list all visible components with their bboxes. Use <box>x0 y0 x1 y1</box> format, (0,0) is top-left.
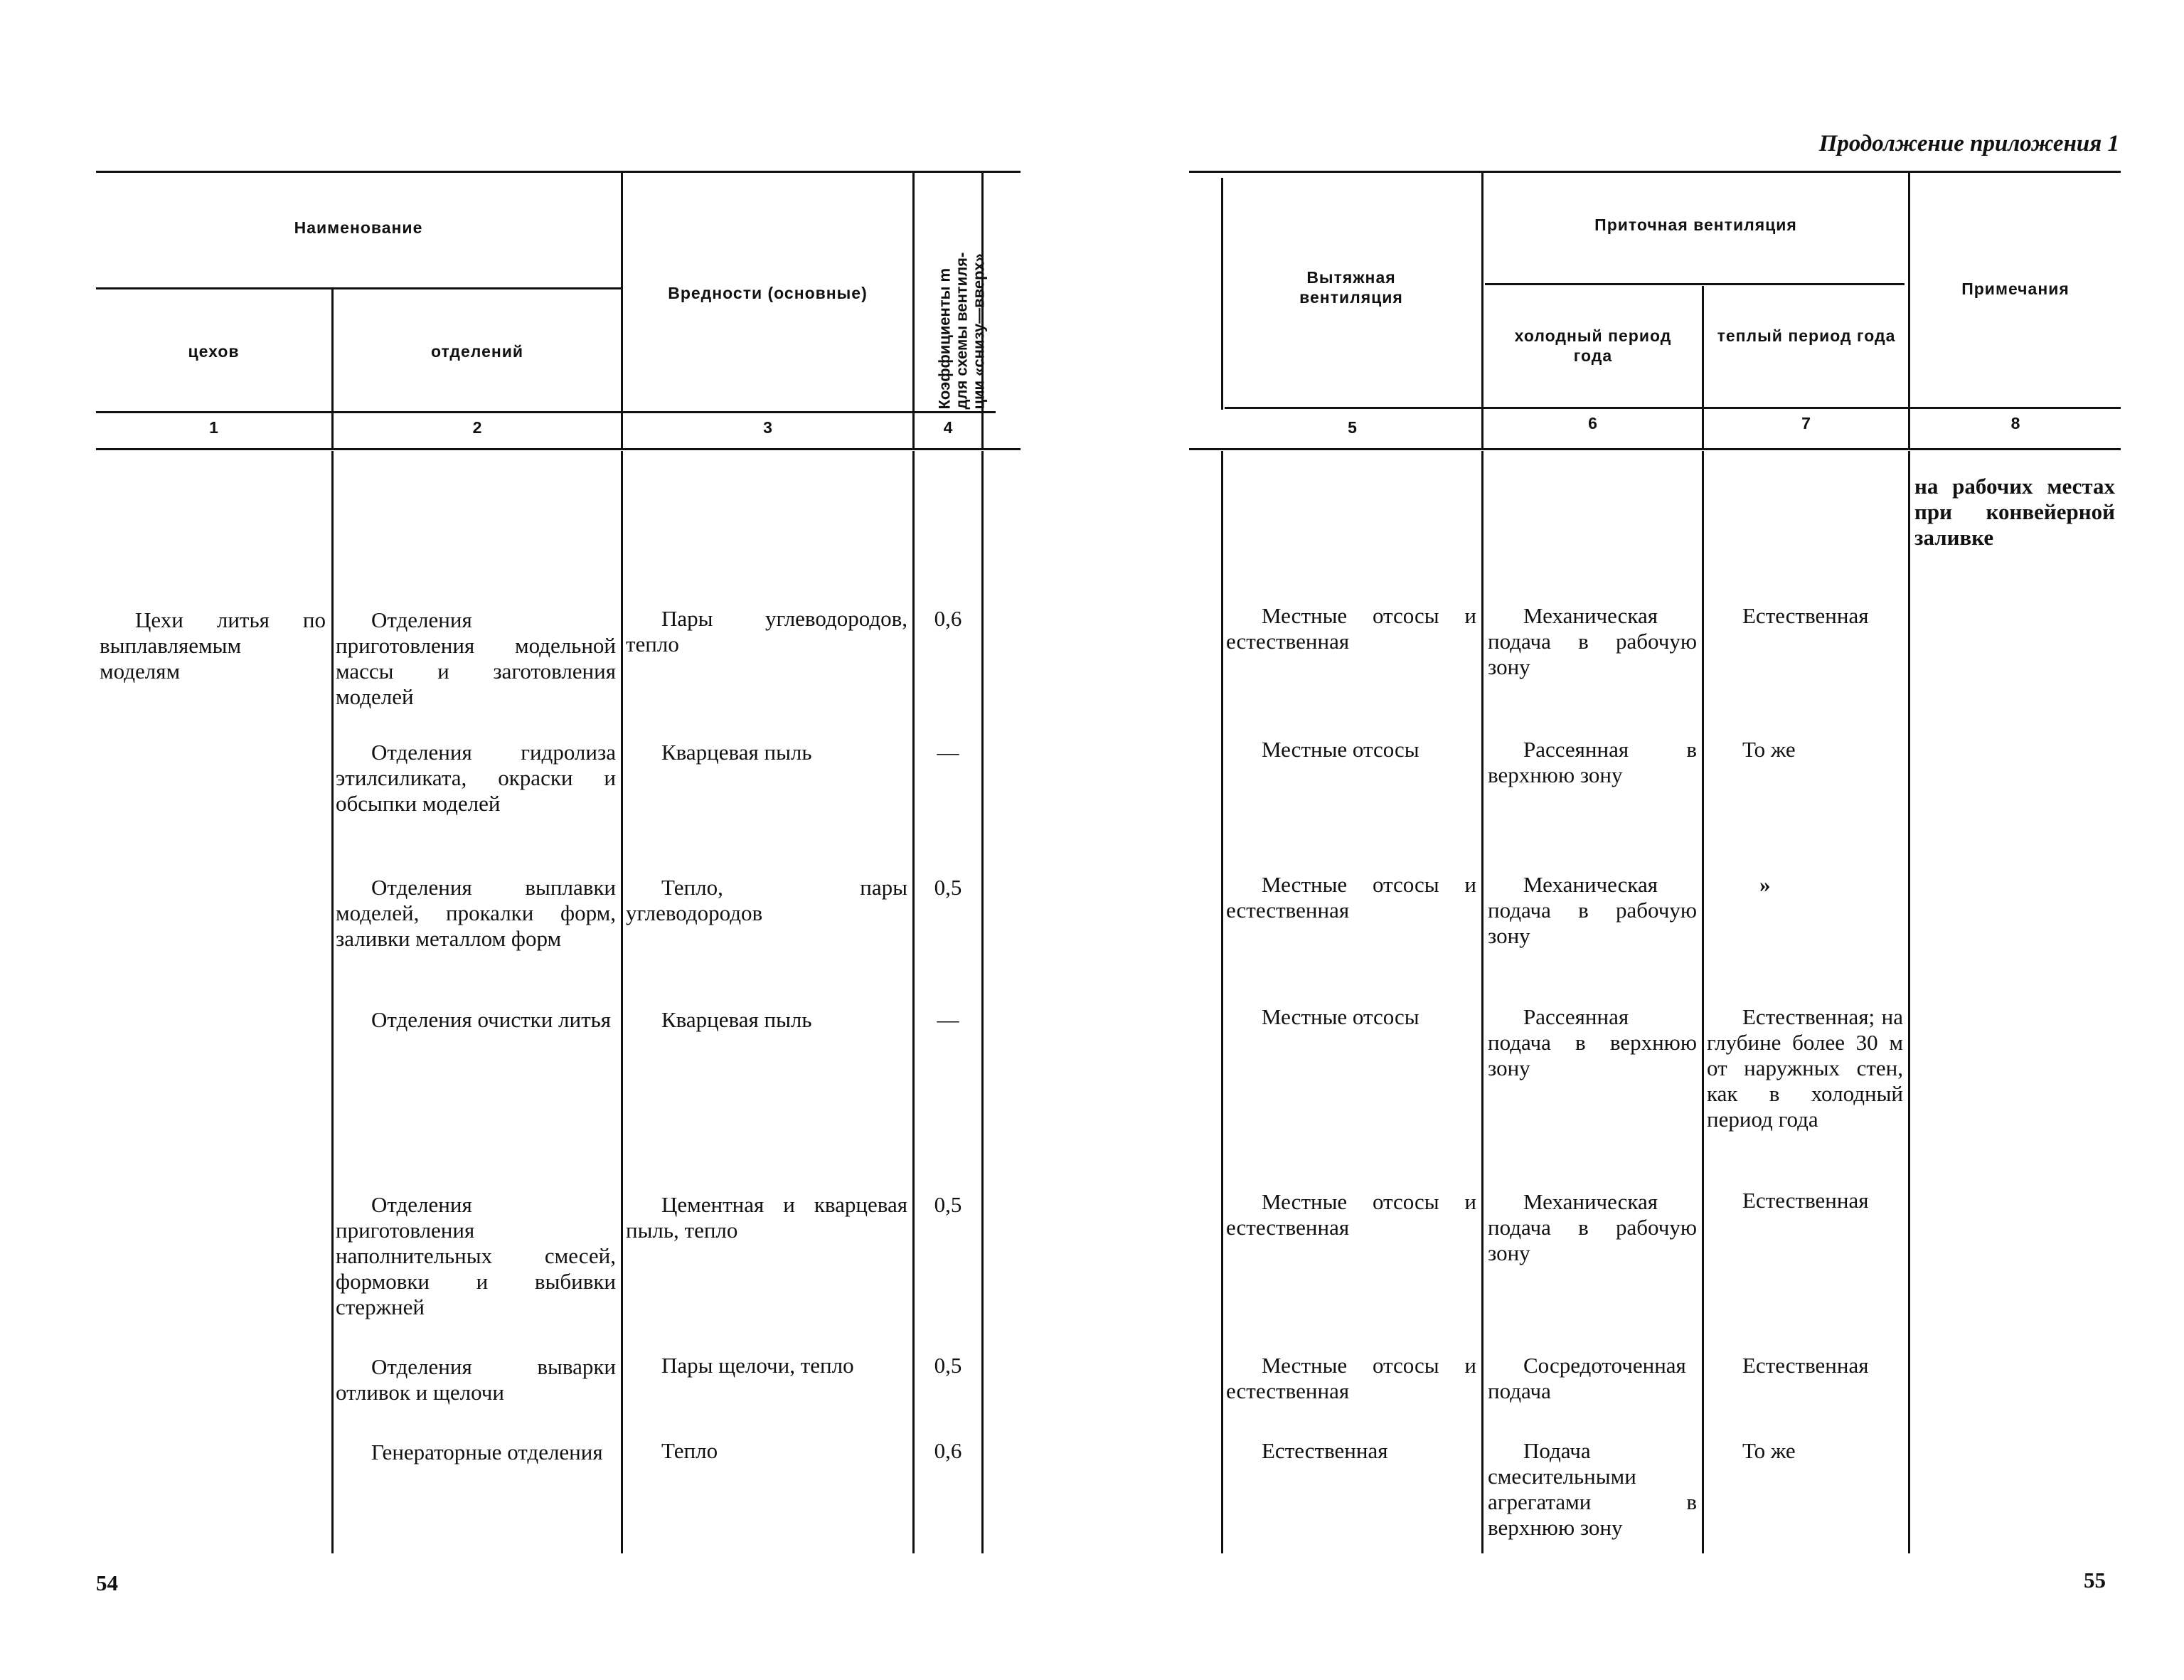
col-num-6: 6 <box>1588 414 1597 432</box>
coef-row-1: 0,6 <box>934 606 962 631</box>
exhaust-row-2: Местные отсосы <box>1262 737 1419 762</box>
department-row-3: Отделения выплавки моделей, прокалки форм, заливки металлом форм <box>336 875 616 951</box>
col-divider-4-body <box>981 451 984 1553</box>
supply-warm-row-7: То же <box>1742 1438 1796 1463</box>
hazard-row-7: Тепло <box>661 1438 718 1463</box>
col-num-5: 5 <box>1348 418 1357 437</box>
header-koef-line-1: Коэффициенты m <box>935 267 954 410</box>
coef-row-7: 0,6 <box>934 1438 962 1463</box>
top-rule-right <box>1189 171 2121 173</box>
col-num-8: 8 <box>2010 414 2020 432</box>
exhaust-row-6: Местные отсосы и естественная <box>1226 1353 1476 1403</box>
col-divider-5-left-body <box>1221 451 1223 1553</box>
coef-row-3: 0,5 <box>934 875 962 900</box>
exhaust-row-5: Местные отсосы и естественная <box>1226 1189 1476 1240</box>
page-number-right: 55 <box>2084 1568 2106 1593</box>
col-divider-7-8-body <box>1908 451 1910 1553</box>
col-divider-1-body <box>331 451 334 1553</box>
department-row-1: Отделения приготовления модельной массы и заготовления моделей <box>336 607 616 709</box>
col-divider-2-header <box>621 172 623 448</box>
header-primechaniya: Примечания <box>1961 280 2070 298</box>
running-head: Продолжение приложения 1 <box>1818 131 2119 156</box>
subheader-rule-left <box>96 287 621 289</box>
coef-row-6: 0,5 <box>934 1353 962 1378</box>
col-divider-2-body <box>621 451 623 1553</box>
col-divider-5-6-header <box>1481 172 1483 448</box>
exhaust-row-4: Местные отсосы <box>1262 1004 1419 1029</box>
department-row-6: Отделения выварки отливок и щелочи <box>336 1354 616 1405</box>
supply-cold-row-7: Подача смесительными агрегатами в верхнюю зону <box>1488 1438 1697 1540</box>
supply-cold-row-6: Сосредоточенная подача <box>1488 1353 1686 1403</box>
hazard-row-5: Цементная и кварцевая пыль, тепло <box>626 1192 907 1243</box>
top-rule-left <box>96 171 1021 173</box>
header-vytyazhnaya: Вытяжная вентиляция <box>1299 268 1403 307</box>
header-otdeleniy: отделений <box>430 342 524 361</box>
supply-warm-row-2: То же <box>1742 737 1796 762</box>
pritochnaya-underline <box>1485 283 1905 285</box>
coef-row-2: — <box>937 740 959 765</box>
supply-cold-row-1: Механическая подача в рабочую зону <box>1488 603 1697 679</box>
header-tsekhov: цехов <box>188 342 240 361</box>
colnum-bottom-rule-right <box>1189 448 2121 450</box>
col-num-3: 3 <box>763 418 772 437</box>
hazard-row-4: Кварцевая пыль <box>661 1007 812 1032</box>
supply-cold-row-3: Механическая подача в рабочую зону <box>1488 872 1697 948</box>
supply-warm-row-4: Естественная; на глубине более 30 м от наружных стен, как в холодный период года <box>1707 1004 1903 1132</box>
note-continuation: на рабочих местах при конвейерной заливке <box>1914 474 2115 550</box>
col-num-2: 2 <box>472 418 482 437</box>
hazard-row-6: Пары щелочи, тепло <box>661 1353 854 1378</box>
col-divider-6-7-body <box>1702 451 1704 1553</box>
header-naimenovanie: Наименование <box>294 218 423 237</box>
col-divider-7-8-header <box>1908 172 1910 448</box>
department-row-2: Отделения гидролиза этилсиликата, окраски и обсыпки моделей <box>336 740 616 816</box>
header-bottom-rule-right <box>1225 407 2121 409</box>
exhaust-row-7: Естественная <box>1262 1438 1388 1463</box>
page-number-left: 54 <box>96 1570 118 1595</box>
header-vrednosti: Вредности (основные) <box>668 284 868 302</box>
col-num-1: 1 <box>209 418 218 437</box>
coef-row-4: — <box>937 1007 959 1032</box>
department-row-5: Отделения приготовления наполнительных смесей, формовки и выбивки стержней <box>336 1192 616 1319</box>
hazard-row-2: Кварцевая пыль <box>661 740 812 765</box>
col-num-4: 4 <box>943 418 953 437</box>
supply-cold-row-4: Рассеянная подача в верхнюю зону <box>1488 1004 1697 1080</box>
col-num-7: 7 <box>1801 414 1811 432</box>
col-divider-5-6-body <box>1481 451 1483 1553</box>
workshop-name: Цехи литья по выплавляемым моделям <box>100 607 326 684</box>
header-pritochnaya: Приточная вентиляция <box>1594 216 1797 234</box>
supply-cold-row-5: Механическая подача в рабочую зону <box>1488 1189 1697 1265</box>
colnum-bottom-rule-left <box>96 448 1021 450</box>
col-divider-5-left-header <box>1221 178 1223 410</box>
supply-warm-row-3: » <box>1759 872 1771 897</box>
header-bottom-rule-left <box>96 411 996 413</box>
supply-warm-row-1: Естественная <box>1742 603 1869 628</box>
header-koef-line-3: ции «снизу—вверх» <box>969 253 988 410</box>
supply-warm-row-5: Естественная <box>1742 1188 1869 1213</box>
department-row-7: Генераторные отделения <box>371 1440 603 1464</box>
header-tepliy: теплый период года <box>1717 326 1896 345</box>
supply-warm-row-6: Естественная <box>1742 1353 1869 1378</box>
header-koef-line-2: для схемы вентиля- <box>952 252 971 410</box>
exhaust-row-1: Местные отсосы и естественная <box>1226 603 1476 654</box>
supply-cold-row-2: Рассеянная в верхнюю зону <box>1488 737 1697 787</box>
hazard-row-1: Пары углеводородов, тепло <box>626 606 907 656</box>
header-koef <box>915 172 988 411</box>
exhaust-row-3: Местные отсосы и естественная <box>1226 872 1476 923</box>
header-kholodny: холодный период года <box>1514 326 1672 365</box>
coef-row-5: 0,5 <box>934 1192 962 1217</box>
hazard-row-3: Тепло, пары углеводородов <box>626 875 907 925</box>
department-row-4: Отделения очистки литья <box>371 1007 612 1032</box>
